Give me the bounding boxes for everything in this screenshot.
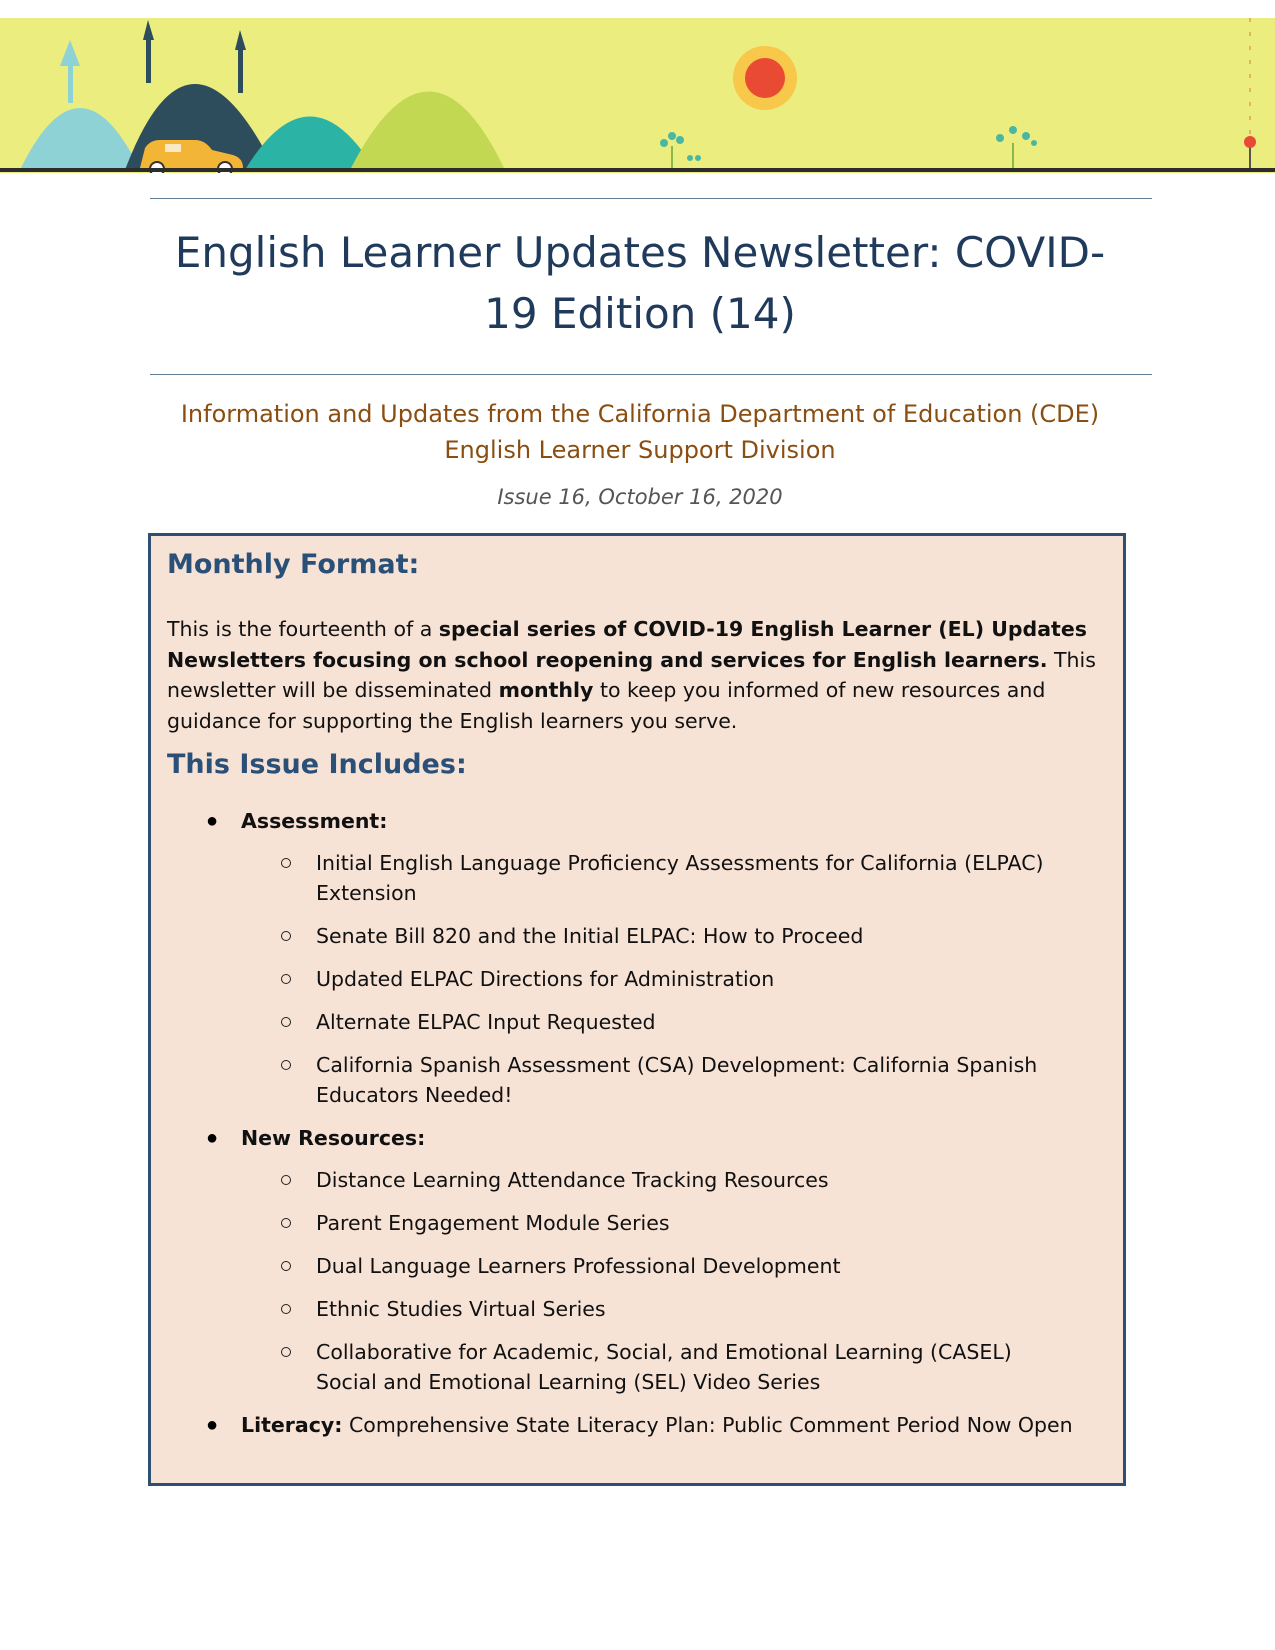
list-item-text: Alternate ELPAC Input Requested	[316, 1010, 656, 1034]
topic-block	[151, 1123, 1121, 1397]
list-item-text: Senate Bill 820 and the Initial ELPAC: How to Proceed	[316, 924, 864, 948]
page-title: English Learner Updates Newsletter: COVID-19 Edition (14)	[174, 228, 1106, 338]
intro-text-3: to keep you informed of new resources and guidance for supporting the English learners you serve.	[167, 678, 1046, 733]
list-item	[151, 1337, 1121, 1397]
issue-date: Issue 16, October 16, 2020	[497, 485, 783, 509]
list-item	[151, 1251, 1121, 1281]
bullet-icon: ●	[206, 1414, 219, 1436]
list-item	[151, 1050, 1121, 1110]
subitem-list	[151, 848, 1121, 1110]
list-item	[151, 848, 1121, 908]
bottom-divider	[150, 374, 1152, 375]
newsletter-summary-box	[148, 533, 1126, 1486]
list-item-text: California Spanish Assessment (CSA) Development: California Spanish Educators Needed!	[316, 1053, 1038, 1107]
list-item-text: Parent Engagement Module Series	[316, 1211, 670, 1235]
circle-bullet-icon	[281, 1060, 291, 1070]
list-item	[151, 1165, 1121, 1195]
list-item	[151, 964, 1121, 994]
list-item-text: Updated ELPAC Directions for Administration	[316, 967, 775, 991]
topic-heading	[241, 1123, 1121, 1153]
list-item	[151, 1294, 1121, 1324]
circle-bullet-icon	[281, 974, 291, 984]
circle-bullet-icon	[281, 931, 291, 941]
list-item	[151, 1007, 1121, 1037]
topic-block	[151, 1410, 1121, 1440]
circle-bullet-icon	[281, 858, 291, 868]
intro-text-2: This newsletter will be disseminated	[167, 647, 1096, 702]
circle-bullet-icon	[281, 1347, 291, 1357]
list-item-text: Collaborative for Academic, Social, and Emotional Learning (CASEL) Social and Emotional Learning (SEL) Video Series	[316, 1340, 1012, 1394]
list-item-text: Initial English Language Proficiency Assessments for California (ELPAC) Extension	[316, 851, 1044, 905]
topic-heading	[241, 806, 1121, 836]
topic-label: New Resources:	[241, 1126, 426, 1150]
circle-bullet-icon	[281, 1304, 291, 1314]
intro-bold-monthly: monthly	[498, 678, 594, 702]
intro-bold-series: special series of COVID-19 English Learner (EL) Updates Newsletters focusing on school reopening and services for English learners.	[167, 617, 1087, 672]
topic-label: Literacy:	[241, 1413, 343, 1437]
circle-bullet-icon	[281, 1017, 291, 1027]
topic-list	[151, 806, 1121, 1450]
list-item-text: Dual Language Learners Professional Development	[316, 1254, 841, 1278]
intro-text-1: This is the fourteenth of a	[167, 617, 439, 641]
subtitle-line-2: English Learner Support Division	[444, 436, 836, 464]
topic-label: Assessment:	[241, 809, 388, 833]
circle-bullet-icon	[281, 1175, 291, 1185]
topic-block	[151, 806, 1121, 1110]
subtitle-line-1: Information and Updates from the California Department of Education (CDE)	[180, 400, 1100, 428]
subitem-list	[151, 1165, 1121, 1397]
topic-text: Comprehensive State Literacy Plan: Public Comment Period Now Open	[342, 1413, 1073, 1437]
circle-bullet-icon	[281, 1261, 291, 1271]
monthly-format-heading: Monthly Format:	[167, 549, 420, 580]
topic-heading	[241, 1410, 1121, 1440]
subtitle	[150, 396, 1130, 468]
issue-includes-heading: This Issue Includes:	[167, 749, 467, 780]
list-item	[151, 921, 1121, 951]
bullet-icon: ●	[206, 1127, 219, 1149]
list-item-text: Distance Learning Attendance Tracking Resources	[316, 1168, 829, 1192]
monthly-format-intro	[167, 614, 1102, 736]
top-divider	[150, 198, 1152, 199]
list-item-text: Ethnic Studies Virtual Series	[316, 1297, 606, 1321]
header-banner-illustration	[0, 18, 1275, 173]
circle-bullet-icon	[281, 1218, 291, 1228]
bullet-icon: ●	[206, 810, 219, 832]
list-item	[151, 1208, 1121, 1238]
